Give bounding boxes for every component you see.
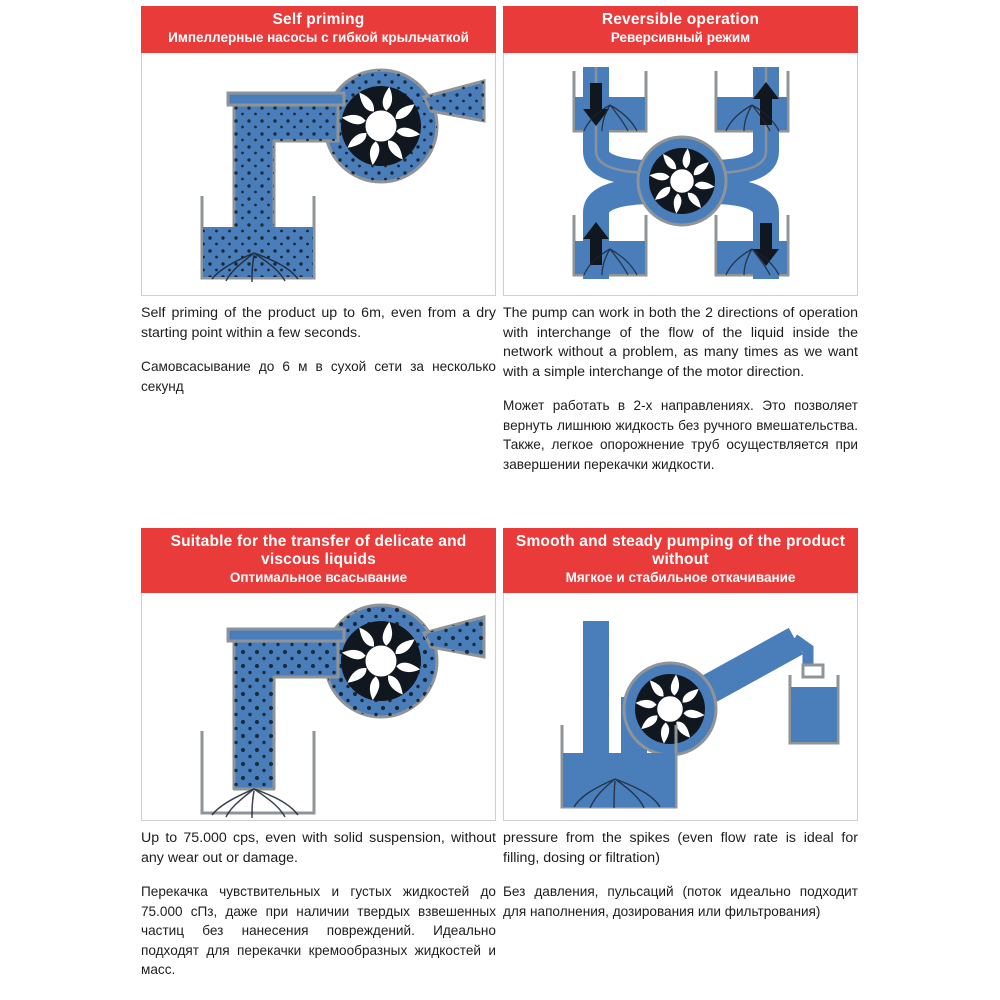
panel-delicate-viscous-liquids bbox=[141, 528, 496, 980]
panel-delicate-viscous-liquids-title-en: Suitable for the transfer of delicate and viscous liquids bbox=[170, 533, 467, 568]
panel-smooth-steady-pumping-title-en: Smooth and steady pumping of the product without bbox=[515, 533, 846, 568]
caption-en: The pump can work in both the 2 directions of operation with interchange of the flow of the liquid inside the network without a problem, as many times as we want with a simple interchange of the motor direction. bbox=[503, 305, 858, 380]
panel-smooth-steady-pumping-caption bbox=[503, 821, 858, 921]
caption-en: Self priming of the product up to 6m, even from a dry starting point within a few seconds. bbox=[141, 305, 496, 341]
panel-delicate-viscous-liquids-caption bbox=[141, 821, 496, 980]
pump-reversible-operation-diagram bbox=[503, 53, 858, 296]
caption-ru: Перекачка чувствительных и густых жидкостей до 75.000 сПз, даже при наличии твердых взвешенных частиц без нанесения повреждений. Идеально подходят для перекачки кремообразных жидкостей и масс. bbox=[141, 884, 496, 977]
pump-smooth-pumping-diagram bbox=[503, 593, 858, 821]
panel-reversible-operation-caption bbox=[503, 296, 858, 474]
caption-ru: Может работать в 2-х направлениях. Это позволяет вернуть лишнюю жидкость без ручного вмешательства. Также, легкое опорожнение труб осуществляется при завершении перекачки жидкости. bbox=[503, 398, 858, 472]
pump-viscous-liquids-diagram bbox=[141, 593, 496, 821]
caption-en: Up to 75.000 cps, even with solid suspension, without any wear out or damage. bbox=[141, 830, 496, 866]
panel-reversible-operation-title-en: Reversible operation bbox=[601, 11, 760, 28]
panel-self-priming-header bbox=[141, 6, 496, 53]
caption-en: pressure from the spikes (even flow rate is ideal for filling, dosing or filtration) bbox=[503, 830, 858, 866]
caption-ru: Без давления, пульсаций (поток идеально подходит для наполнения, дозирования или фильтрования) bbox=[503, 884, 858, 919]
panel-smooth-steady-pumping-title-ru: Мягкое и стабильное откачивание bbox=[565, 570, 796, 585]
panel-delicate-viscous-liquids-title-ru: Оптимальное всасывание bbox=[229, 570, 408, 585]
panel-reversible-operation-header bbox=[503, 6, 858, 53]
panel-smooth-steady-pumping bbox=[503, 528, 858, 921]
panel-reversible-operation bbox=[503, 6, 858, 474]
panel-self-priming bbox=[141, 6, 496, 396]
pump-self-priming-diagram bbox=[141, 53, 496, 296]
panel-delicate-viscous-liquids-header bbox=[141, 528, 496, 593]
panel-self-priming-title-ru: Импеллерные насосы с гибкой крыльчаткой bbox=[168, 30, 469, 45]
panel-self-priming-title-en: Self priming bbox=[272, 11, 365, 28]
panel-reversible-operation-title-ru: Реверсивный режим bbox=[610, 30, 751, 45]
caption-ru: Самовсасывание до 6 м в сухой сети за несколько секунд bbox=[141, 359, 496, 394]
panel-self-priming-caption bbox=[141, 296, 496, 396]
panel-smooth-steady-pumping-header bbox=[503, 528, 858, 593]
